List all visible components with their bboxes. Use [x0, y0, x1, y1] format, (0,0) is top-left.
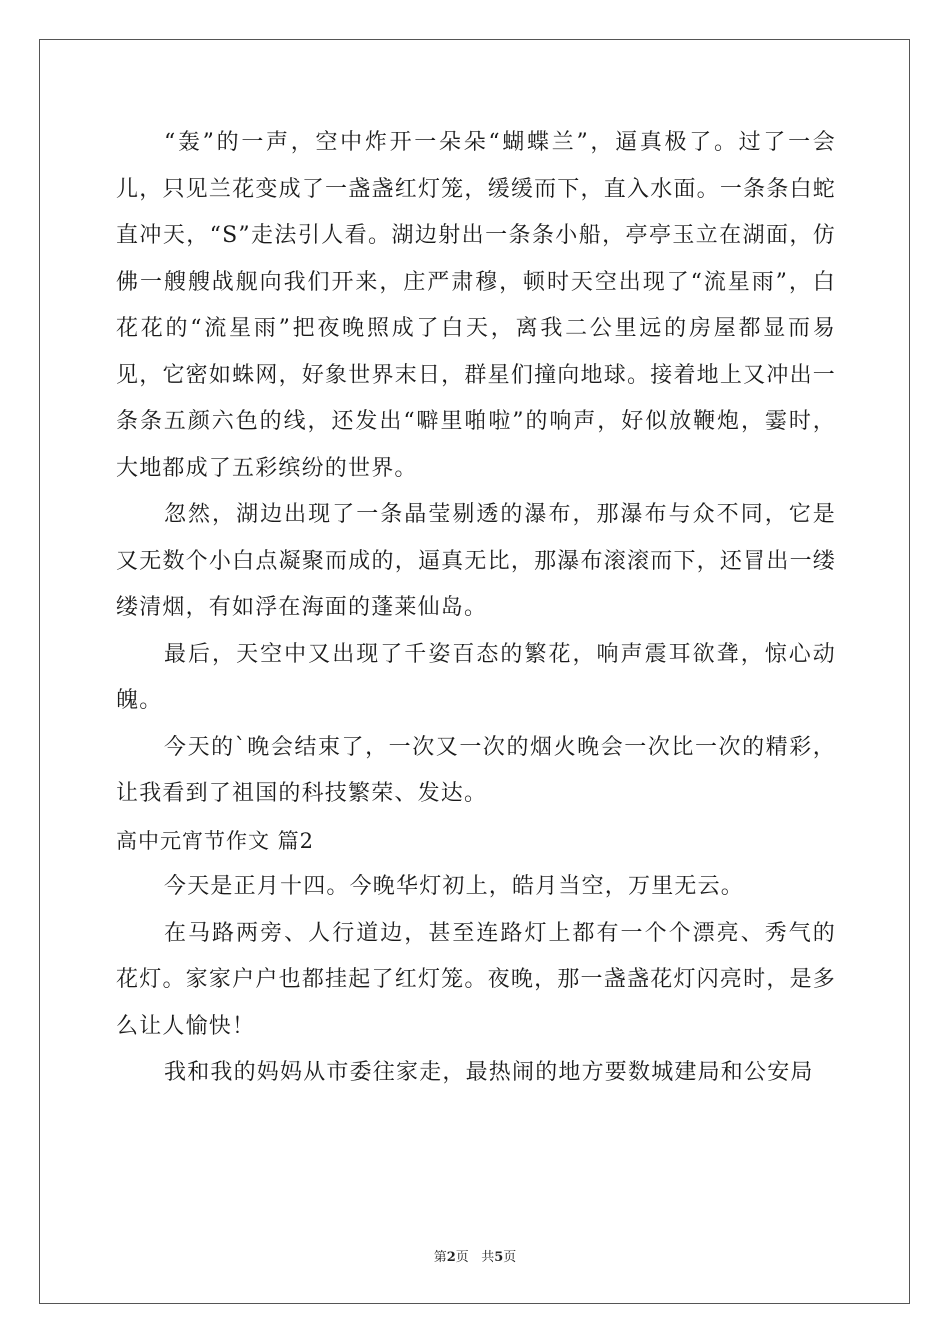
- paragraph-waterfall: 忽然，湖边出现了一条晶莹剔透的瀑布，那瀑布与众不同，它是又无数个小白点凝聚而成的，逼真无比，那瀑布滚滚而下，还冒出一缕缕清烟，有如浮在海面的蓬莱仙岛。: [116, 502, 836, 620]
- footer-total-prefix: 共: [481, 1250, 495, 1265]
- footer-current-page: 2: [446, 1250, 456, 1265]
- paragraph-finale: 最后，天空中又出现了千姿百态的繁花，响声震耳欲聋，惊心动魄。: [116, 641, 836, 713]
- document-body: [116, 120, 836, 1097]
- footer-prefix: 第: [433, 1250, 447, 1265]
- paragraph-lanterns: 在马路两旁、人行道边，甚至连路灯上都有一个个漂亮、秀气的花灯。家家户户也都挂起了红灯笼。夜晚，那一盏盏花灯闪亮时，是多么让人愉快！: [116, 920, 836, 1039]
- paragraph-walk-home: 我和我的妈妈从市委往家走，最热闹的地方要数城建局和公安局: [164, 1060, 814, 1085]
- footer-total-suffix: 页: [503, 1250, 517, 1265]
- footer-total-pages: 5: [494, 1250, 504, 1265]
- paragraph-evening: 今天是正月十四。今晚华灯初上，皓月当空，万里无云。: [164, 874, 745, 899]
- paragraph-fireworks: “轰”的一声，空中炸开一朵朵“蝴蝶兰”，逼真极了。过了一会儿，只见兰花变成了一盏盏红灯笼，缓缓而下，直入水面。一条条白蛇直冲天，“S”走法引人看。湖边射出一条条小船，亭亭玉立在湖面，仿佛一艘艘战舰向我们开来，庄严肃穆，顿时天空出现了“流星雨”，白花花的“流星雨”把夜晚照成了白天，离我二公里远的房屋都显而易见，它密如蛛网，好象世界末日，群星们撞向地球。接着地上又冲出一条条五颜六色的线，还发出“噼里啪啦”的响声，好似放鞭炮，霎时，大地都成了五彩缤纷的世界。: [116, 130, 836, 481]
- section-heading: 高中元宵节作文 篇2: [116, 828, 315, 853]
- paragraph-conclusion: 今天的`晚会结束了，一次又一次的烟火晚会一次比一次的精彩，让我看到了祖国的科技繁荣、发达。: [116, 734, 836, 806]
- footer-page-suffix: 页: [455, 1250, 469, 1265]
- page-footer: [0, 1246, 950, 1265]
